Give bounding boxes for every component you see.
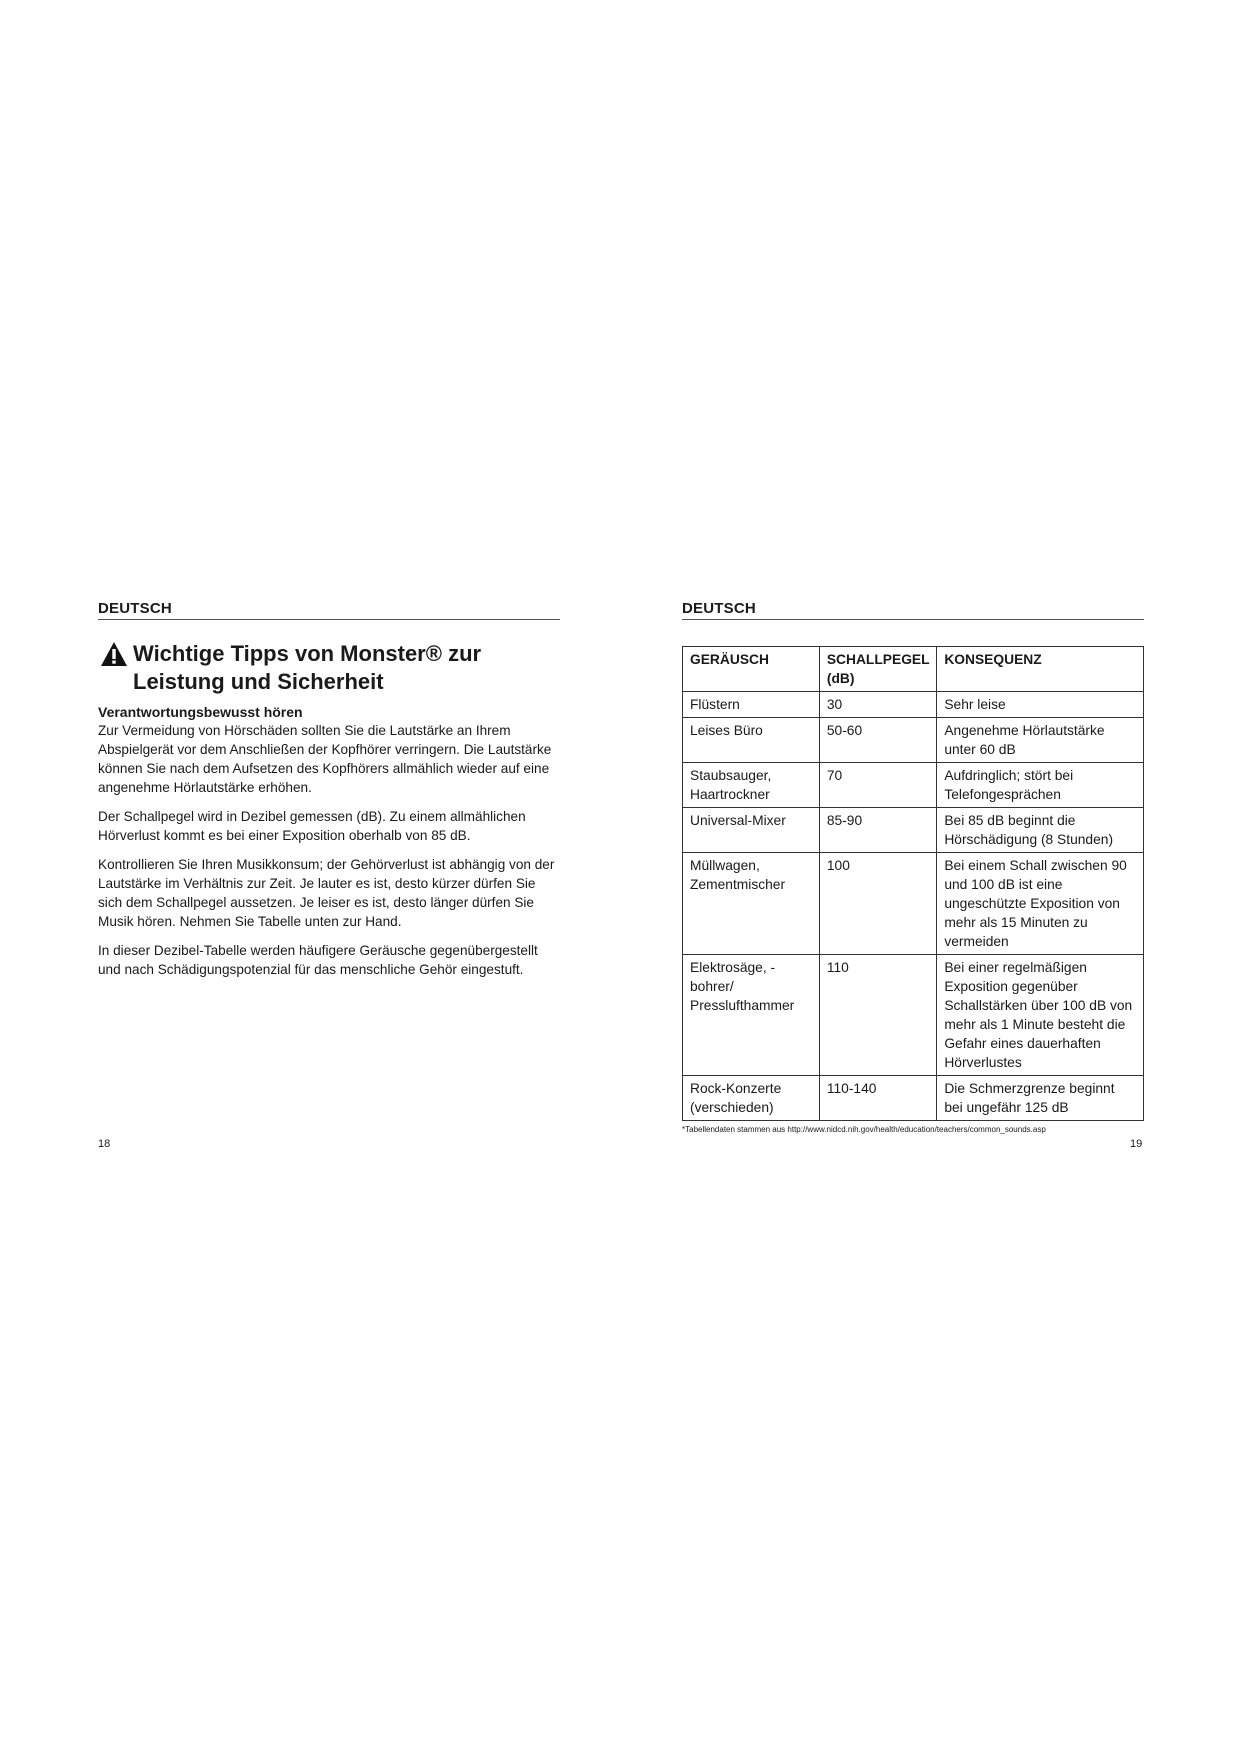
table-cell: 100 — [819, 853, 936, 955]
table-cell: Rock-Konzerte (verschieden) — [683, 1076, 820, 1121]
table-cell: Flüstern — [683, 692, 820, 718]
table-row — [683, 692, 1144, 718]
page-number: 18 — [98, 1138, 111, 1150]
table-cell: Müllwagen, Zementmischer — [683, 853, 820, 955]
subheading: Verantwortungsbewusst hören — [98, 704, 303, 720]
section-header: DEUTSCH — [682, 600, 1144, 620]
left-page — [98, 600, 560, 989]
table-row — [683, 718, 1144, 763]
table-cell: 110-140 — [819, 1076, 936, 1121]
table-row — [683, 808, 1144, 853]
page-number: 19 — [1130, 1138, 1143, 1150]
section-header: DEUTSCH — [98, 600, 560, 620]
table-row — [683, 763, 1144, 808]
table-cell: 30 — [819, 692, 936, 718]
table-cell: Die Schmerzgrenze beginnt bei ungefähr 125 dB — [937, 1076, 1144, 1121]
decibel-table — [682, 646, 1144, 1121]
warning-triangle-icon — [100, 641, 128, 667]
table-cell: 110 — [819, 955, 936, 1076]
paragraph: Der Schallpegel wird in Dezibel gemessen (dB). Zu einem allmählichen Hörverlust kommt es bei einer Exposition oberhalb von 85 dB. — [98, 809, 526, 843]
table-cell: Angenehme Hörlautstärke unter 60 dB — [937, 718, 1144, 763]
paragraph: In dieser Dezibel-Tabelle werden häufigere Geräusche gegenübergestellt und nach Schädigungspotenzial für das menschliche Gehör eingestuft. — [98, 943, 538, 977]
right-page — [682, 600, 1144, 1134]
table-header-row — [683, 647, 1144, 692]
table-cell: Bei 85 dB beginnt die Hörschädigung (8 Stunden) — [937, 808, 1144, 853]
table-row — [683, 853, 1144, 955]
table-footnote: *Tabellendaten stammen aus http://www.nidcd.nih.gov/health/education/teachers/common_sounds.asp — [682, 1125, 1046, 1134]
table-header-cell: KONSEQUENZ — [937, 647, 1144, 692]
table-row — [683, 1076, 1144, 1121]
table-cell: 85-90 — [819, 808, 936, 853]
table-cell: 50-60 — [819, 718, 936, 763]
paragraph: Kontrollieren Sie Ihren Musikkonsum; der Gehörverlust ist abhängig von der Lautstärke im Verhältnis zur Zeit. Je lauter es ist, desto kürzer dürfen Sie sich dem Schallpegel aussetzen. Je leiser es ist, desto länger dürfen Sie Musik hören. Nehmen Sie Tabelle unten zur Hand. — [98, 857, 555, 929]
table-cell: Staubsauger, Haartrockner — [683, 763, 820, 808]
table-cell: Sehr leise — [937, 692, 1144, 718]
table-cell: Elektrosäge, -bohrer/ Presslufthammer — [683, 955, 820, 1076]
table-header-cell: GERÄUSCH — [683, 647, 820, 692]
paragraph: Zur Vermeidung von Hörschäden sollten Sie die Lautstärke an Ihrem Abspielgerät vor dem Anschließen der Kopfhörer verringern. Die Lautstärke können Sie nach dem Aufsetzen des Kopfhörers allmählich wieder auf eine angenehme Hörlautstärke erhöhen. — [98, 723, 552, 795]
table-cell: Aufdringlich; stört bei Telefongesprächen — [937, 763, 1144, 808]
table-cell: 70 — [819, 763, 936, 808]
table-header-cell: SCHALLPEGEL (dB) — [819, 647, 936, 692]
table-cell: Bei einem Schall zwischen 90 und 100 dB ist eine ungeschützte Exposition von mehr als 15 Minuten zu vermeiden — [937, 853, 1144, 955]
table-cell: Universal-Mixer — [683, 808, 820, 853]
table-cell: Leises Büro — [683, 718, 820, 763]
table-cell: Bei einer regelmäßigen Exposition gegenüber Schallstärken über 100 dB von mehr als 1 Minute besteht die Gefahr eines dauerhaften Hörverlustes — [937, 955, 1144, 1076]
table-row — [683, 955, 1144, 1076]
title-row — [98, 640, 560, 696]
page-title: Wichtige Tipps von Monster® zur Leistung und Sicherheit — [133, 641, 482, 694]
